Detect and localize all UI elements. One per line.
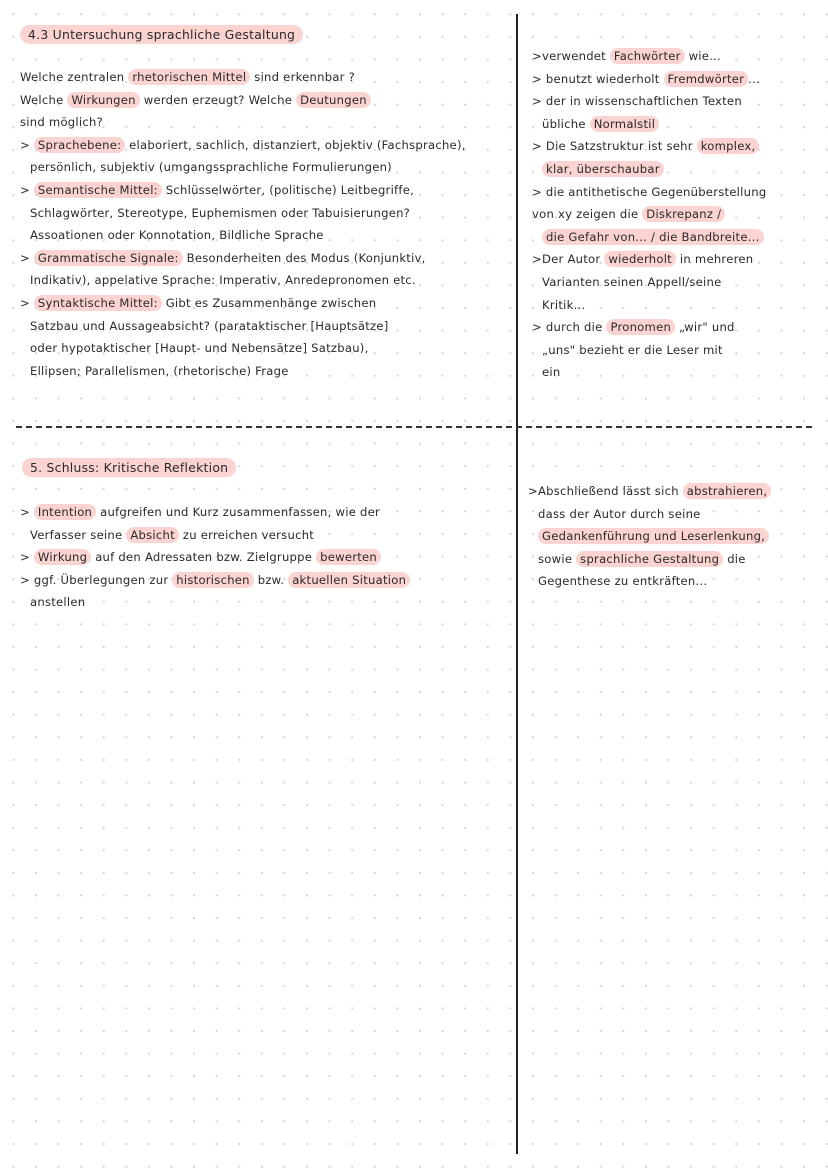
highlighted-term: Pronomen [606, 319, 675, 335]
note-line [20, 546, 510, 569]
note-text: Schlüsselwörter, (politische) Leitbegriffe, [161, 182, 415, 197]
highlighted-term: Wirkung [34, 549, 91, 565]
note-text: sind möglich? [20, 115, 103, 130]
note-line [20, 247, 510, 270]
note-line [532, 316, 816, 339]
note-text: persönlich, subjektiv (umgangssprachliche Formulierungen) [30, 160, 392, 175]
note-text: „uns" bezieht er die Leser mit [542, 342, 723, 357]
note-text: elaboriert, sachlich, distanziert, objektiv (Fachsprache), [125, 137, 466, 152]
note-text: >verwendet [532, 49, 610, 63]
note-line [528, 480, 818, 503]
note-line [532, 158, 816, 181]
note-text: > [20, 250, 34, 265]
highlighted-term: Semantische Mittel: [34, 182, 162, 198]
note-line [20, 315, 510, 338]
section5-left-notes [20, 501, 510, 614]
note-text: > der in wissenschaftlichen Texten [532, 94, 742, 109]
note-text: Besonderheiten des Modus (Konjunktiv, [182, 250, 426, 265]
note-line [528, 503, 818, 526]
highlighted-term: Wirkungen [67, 92, 139, 108]
section5-title: 5. Schluss: Kritische Reflektion [22, 458, 236, 477]
note-line [532, 294, 816, 317]
section4-left-notes [20, 66, 510, 382]
note-line [20, 89, 510, 112]
note-text: > [20, 182, 34, 197]
note-text: Gibt es Zusammenhänge zwischen [161, 295, 377, 310]
note-line [20, 179, 510, 202]
note-line [532, 271, 816, 294]
note-line [20, 337, 510, 360]
note-line [20, 224, 510, 247]
note-line [20, 111, 510, 134]
section5-heading [22, 457, 236, 480]
note-text: > benutzt wiederholt [532, 71, 664, 86]
note-line [532, 68, 816, 91]
note-text: sowie [538, 551, 577, 566]
highlighted-term: historischen [172, 572, 253, 588]
note-line [532, 113, 816, 136]
note-text: Ellipsen; Parallelismen, (rhetorische) Frage [30, 363, 289, 378]
highlighted-term: Gedankenführung und Leserlenkung, [538, 528, 769, 544]
note-text: > durch die [532, 320, 607, 335]
note-text: > [20, 505, 34, 519]
note-line [20, 524, 510, 547]
note-line [20, 360, 510, 383]
note-line [532, 248, 816, 271]
note-text: anstellen [30, 595, 86, 610]
note-text: aufgreifen und Kurz zusammenfassen, wie der [96, 505, 381, 519]
note-text: zu erreichen versucht [178, 527, 315, 542]
note-text: > [20, 137, 34, 152]
note-line [20, 202, 510, 225]
highlighted-term: aktuellen Situation [288, 572, 410, 588]
highlighted-term: Fremdwörter [664, 71, 749, 87]
highlighted-term: Syntaktische Mittel: [34, 295, 162, 311]
note-text: Varianten seinen Appell/seine [542, 274, 722, 289]
note-text: >Der Autor [532, 252, 605, 267]
column-divider [516, 14, 518, 1154]
highlighted-term: abstrahieren, [683, 483, 772, 499]
highlighted-term: klar, überschaubar [542, 161, 664, 177]
note-line [20, 292, 510, 315]
note-line [532, 203, 816, 226]
note-text: Assoationen oder Konnotation, Bildliche Sprache [30, 228, 324, 243]
note-text: Satzbau und Aussageabsicht? (parataktischer [Hauptsätze] [30, 318, 389, 333]
note-text: in mehreren [675, 252, 754, 267]
note-text: Kritik... [542, 297, 586, 312]
note-line [20, 569, 510, 592]
highlighted-term: Diskrepanz / [642, 206, 725, 222]
note-text: > ggf. Überlegungen zur [20, 572, 173, 587]
highlighted-term: Sprachebene: [34, 137, 125, 153]
note-text: dass der Autor durch seine [538, 506, 701, 521]
highlighted-term: Absicht [126, 527, 179, 543]
note-text: übliche [542, 116, 590, 131]
note-line [532, 90, 816, 113]
note-line [20, 501, 510, 524]
note-text: >Abschließend lässt sich [528, 484, 683, 498]
note-text: auf den Adressaten bzw. Zielgruppe [91, 550, 317, 565]
note-line [20, 591, 510, 614]
note-text: wie... [684, 49, 721, 63]
section4-right-notes [532, 45, 816, 384]
note-text: Welche zentralen [20, 70, 129, 84]
highlighted-term: Intention [34, 504, 96, 520]
section5-right-notes [528, 480, 818, 593]
section4-heading [20, 24, 303, 47]
highlighted-term: wiederholt [604, 251, 676, 267]
note-text: > die antithetische Gegenüberstellung [532, 184, 767, 199]
highlighted-term: sprachliche Gestaltung [576, 551, 723, 567]
note-text: die [723, 551, 746, 566]
highlighted-term: Fachwörter [610, 48, 685, 64]
note-line [532, 226, 816, 249]
note-line [532, 135, 816, 158]
highlighted-term: die Gefahr von... / die Bandbreite... [542, 229, 764, 245]
note-text: werden erzeugt? Welche [139, 92, 297, 107]
note-text: > [20, 295, 34, 310]
note-line [20, 66, 510, 89]
section4-title: 4.3 Untersuchung sprachliche Gestaltung [20, 25, 303, 44]
highlighted-term: Normalstil [590, 116, 659, 132]
section-separator-dashed-line [16, 426, 812, 428]
note-text: Verfasser seine [30, 527, 127, 542]
note-line [20, 269, 510, 292]
note-line [532, 45, 816, 68]
note-line [528, 570, 818, 593]
note-text: ... [748, 71, 760, 86]
note-text: sind erkennbar ? [250, 70, 356, 84]
note-line [528, 525, 818, 548]
note-text: bzw. [253, 572, 289, 587]
note-line [532, 339, 816, 362]
note-line [532, 181, 816, 204]
note-text: Welche [20, 92, 68, 107]
highlighted-term: Grammatische Signale: [34, 250, 183, 266]
note-text: > [20, 550, 34, 565]
note-text: von xy zeigen die [532, 207, 643, 222]
note-line [528, 548, 818, 571]
note-line [20, 156, 510, 179]
highlighted-term: Deutungen [296, 92, 371, 108]
highlighted-term: bewerten [316, 549, 381, 565]
note-line [532, 361, 816, 384]
note-line [20, 134, 510, 157]
note-text: Indikativ), appelative Sprache: Imperativ, Anredepronomen etc. [30, 273, 416, 288]
note-text: Schlagwörter, Stereotype, Euphemismen oder Tabuisierungen? [30, 205, 411, 220]
highlighted-term: komplex, [697, 138, 760, 154]
note-text: Gegenthese zu entkräften... [538, 574, 708, 589]
note-text: ein [542, 365, 561, 380]
note-text: oder hypotaktischer [Haupt- und Nebensätze] Satzbau), [30, 341, 369, 356]
note-text: „wir" und [675, 320, 735, 335]
highlighted-term: rhetorischen Mittel [128, 69, 250, 85]
note-text: > Die Satzstruktur ist sehr [532, 139, 697, 154]
